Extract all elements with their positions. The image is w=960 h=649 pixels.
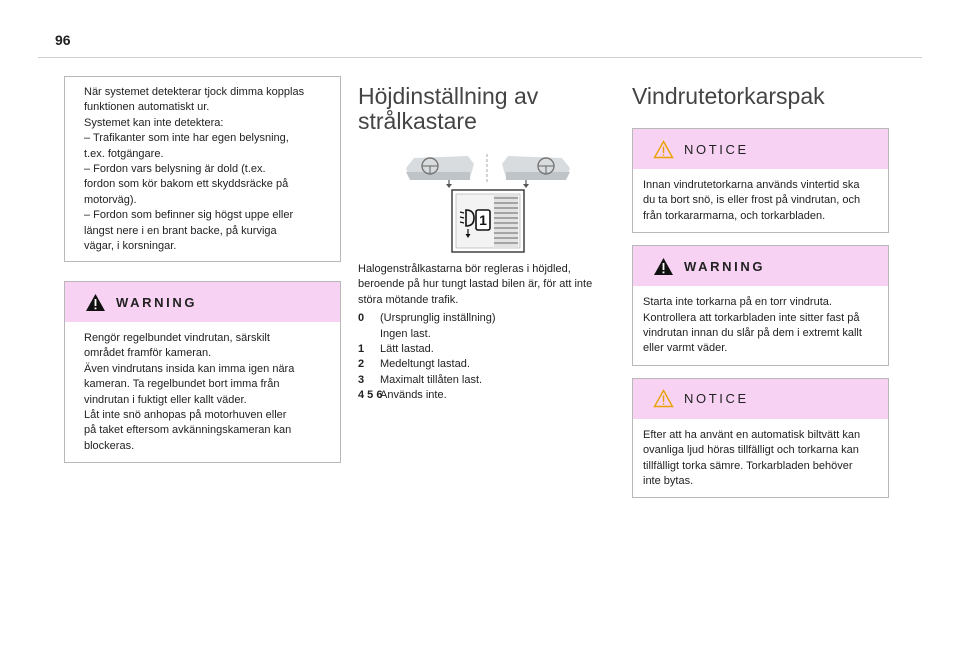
section-heading-wiper: Vindrutetorkarspak	[632, 83, 825, 109]
list-value: (Ursprunglig inställning)	[380, 312, 496, 325]
list-item	[358, 388, 616, 403]
text-line: fordon som kör bakom ett skyddsräcke på	[84, 178, 289, 191]
text-line: Kontrollera att torkarbladen inte sitter fast på	[643, 311, 860, 324]
text-line: kameran. Ta regelbundet bort imma från	[84, 378, 280, 391]
text-line: eller varmt väder.	[643, 342, 728, 355]
text-line: Systemet kan inte detektera:	[84, 116, 224, 129]
heading-line: Höjdinställning av	[358, 83, 539, 109]
warning-title: WARNING	[684, 258, 766, 274]
text-line: Låt inte snö anhopas på motorhuven eller	[84, 409, 287, 422]
warning-title: WARNING	[116, 294, 198, 310]
list-item	[358, 342, 616, 357]
headlamp-diagram	[370, 148, 600, 254]
text-line: Halogenstrålkastarna bör regleras i höjdled,	[358, 263, 571, 275]
column-left	[64, 76, 341, 463]
text-line: på taket eftersom avkänningskameran kan	[84, 424, 292, 437]
text-line: – Fordon vars belysning är dold (t.ex.	[84, 163, 266, 176]
headlamp-adjust-illustration	[370, 148, 600, 254]
warning-box-wiper	[632, 245, 889, 366]
notice-header	[633, 129, 888, 169]
text-line: Rengör regelbundet vindrutan, särskilt	[84, 332, 270, 344]
dial-position-label: 1	[479, 212, 487, 228]
notice-body	[633, 419, 888, 498]
text-line: Efter att ha använt en automatisk biltvätt kan	[643, 428, 861, 441]
section-heading-headlamp	[358, 84, 616, 134]
notice-body	[633, 169, 888, 232]
list-value: Medeltungt lastad.	[380, 358, 470, 371]
text-line: t.ex. fotgängare.	[84, 147, 164, 160]
column-middle	[358, 76, 616, 404]
text-line: Även vindrutans insida kan imma igen nära	[84, 362, 295, 375]
notice-triangle-icon	[653, 389, 674, 408]
warning-triangle-icon	[85, 293, 106, 312]
text-line: vindrutan innan du slår på dem i extremt kallt	[643, 327, 862, 340]
notice-title: NOTICE	[684, 391, 749, 407]
text-line: vägar, i korsningar.	[84, 240, 177, 253]
text-line: du ta bort snö, is eller frost på vindrutan, och	[643, 194, 861, 207]
text-line: området framför kameran.	[84, 347, 212, 360]
text-line: Starta inte torkarna på en torr vindruta.	[643, 296, 832, 309]
headlamp-intro	[358, 262, 616, 308]
text-line: vindrutan i fuktigt eller kallt väder.	[84, 393, 247, 406]
warning-header	[633, 246, 888, 286]
list-key: 4 5 6	[358, 389, 383, 402]
text-line: – Fordon som befinner sig högst uppe eller	[84, 209, 294, 222]
list-item	[358, 311, 616, 326]
text-line: inte bytas.	[643, 475, 694, 488]
list-value: Lätt lastad.	[380, 343, 434, 356]
list-item	[358, 357, 616, 372]
notice-title: NOTICE	[684, 141, 749, 157]
list-key: 0	[358, 312, 365, 325]
text-line: Innan vindrutetorkarna används vintertid ska	[643, 179, 860, 191]
notice-box-winter	[632, 128, 889, 233]
text-line: – Trafikanter som inte har egen belysning,	[84, 132, 289, 145]
list-value: Ingen last.	[380, 327, 431, 340]
list-key: 2	[358, 358, 365, 371]
text-line: tillfälligt torka sämre. Torkarbladen behöver	[643, 459, 853, 472]
list-item	[358, 373, 616, 388]
warning-triangle-icon	[653, 257, 674, 276]
notice-header	[633, 379, 888, 419]
text-line: störa mötande trafik.	[358, 293, 459, 306]
text-line: från torkararmarna, och torkarbladen.	[643, 209, 826, 222]
text-line: ovanliga ljud höras tillfälligt och torkarna kan	[643, 444, 859, 457]
page-number: 96	[55, 32, 71, 48]
heading-line: strålkastare	[358, 108, 477, 134]
list-key: 1	[358, 343, 365, 356]
notice-triangle-icon	[653, 140, 674, 159]
notice-box-carwash	[632, 378, 889, 499]
list-value: Används inte.	[380, 389, 447, 402]
header-divider	[38, 57, 922, 58]
list-item	[358, 327, 616, 342]
warning-body	[65, 322, 340, 462]
text-line: längst nere i en brant backe, på kurviga	[84, 224, 277, 237]
list-key	[358, 327, 380, 342]
fog-detection-box	[64, 76, 341, 262]
text-line: motorväg).	[84, 193, 137, 206]
list-key: 3	[358, 373, 365, 386]
load-settings-list	[358, 311, 616, 403]
text-line: funktionen automatiskt ur.	[84, 101, 210, 114]
warning-box-camera	[64, 281, 341, 463]
list-value: Maximalt tillåten last.	[380, 373, 483, 386]
warning-body	[633, 286, 888, 365]
text-line: När systemet detekterar tjock dimma kopplas	[84, 86, 305, 98]
text-line: blockeras.	[84, 439, 135, 452]
column-right	[632, 76, 889, 498]
warning-header	[65, 282, 340, 322]
text-line: beroende på hur tungt lastad bilen är, för att inte	[358, 278, 593, 291]
